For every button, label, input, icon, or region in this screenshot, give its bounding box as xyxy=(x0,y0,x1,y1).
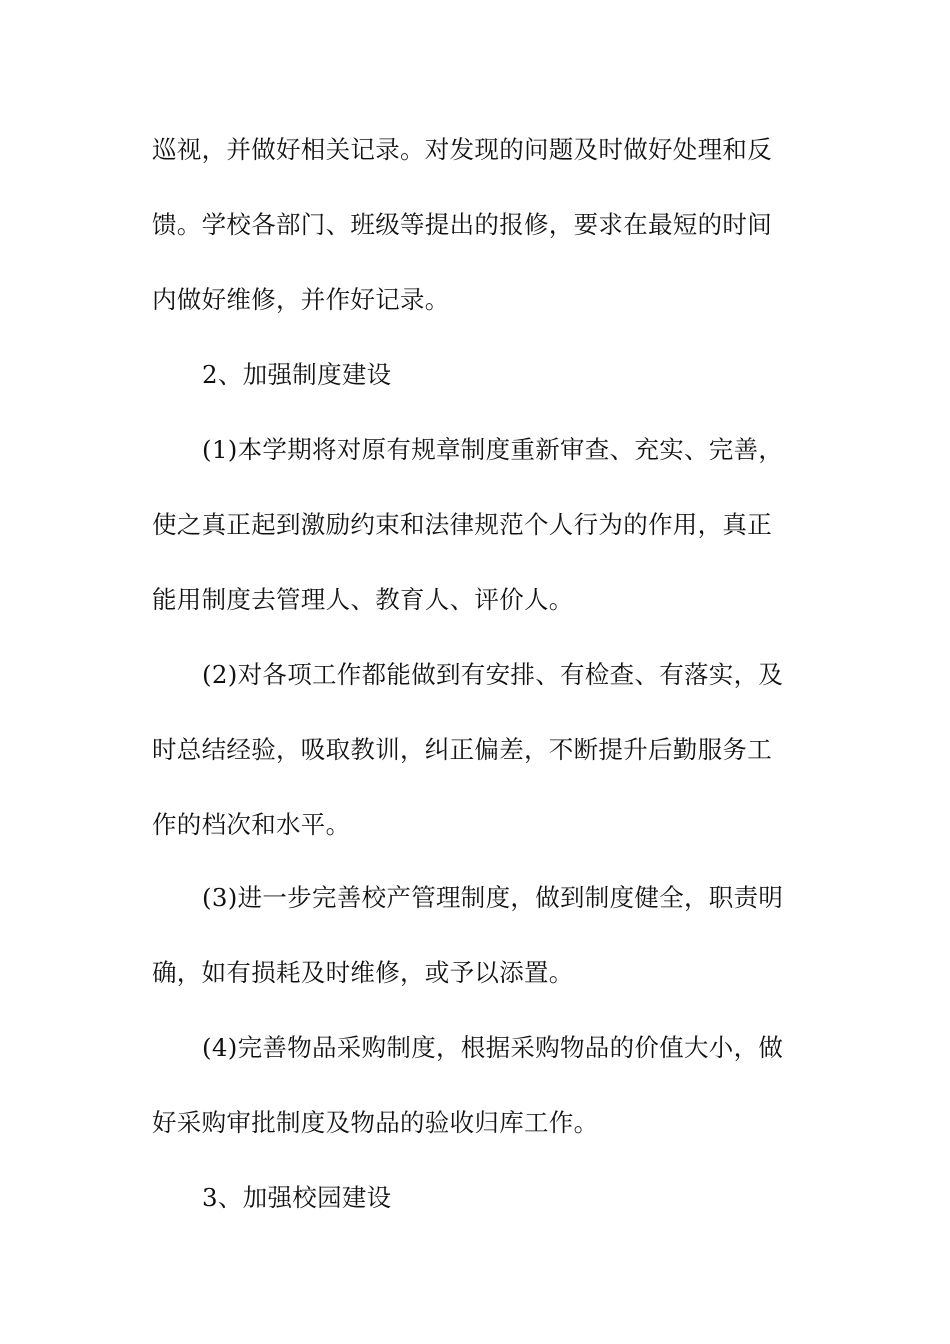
text-line: (3)进一步完善校产管理制度，做到制度健全，职责明 xyxy=(202,883,784,912)
text-line: 好采购审批制度及物品的验收归库工作。 xyxy=(152,1108,599,1137)
section-heading: 2、加强制度建设 xyxy=(202,360,392,389)
section-heading: 3、加强校园建设 xyxy=(202,1183,392,1212)
text-line: 使之真正起到激励约束和法律规范个人行为的作用，真正 xyxy=(152,510,772,539)
text-line: 确，如有损耗及时维修，或予以添置。 xyxy=(152,958,574,987)
text-line: 巡视，并做好相关记录。对发现的问题及时做好处理和反 xyxy=(152,135,772,164)
text-line: (2)对各项工作都能做到有安排、有检查、有落实，及 xyxy=(202,660,784,689)
text-line: 馈。学校各部门、班级等提出的报修，要求在最短的时间 xyxy=(152,210,772,239)
text-line: 内做好维修，并作好记录。 xyxy=(152,285,450,314)
text-line: (1)本学期将对原有规章制度重新审查、充实、完善， xyxy=(202,435,784,464)
text-line: 能用制度去管理人、教育人、评价人。 xyxy=(152,585,574,614)
text-line: (4)完善物品采购制度，根据采购物品的价值大小，做 xyxy=(202,1033,784,1062)
text-line: 时总结经验，吸取教训，纠正偏差，不断提升后勤服务工 xyxy=(152,735,772,764)
text-line: 作的档次和水平。 xyxy=(152,810,351,839)
